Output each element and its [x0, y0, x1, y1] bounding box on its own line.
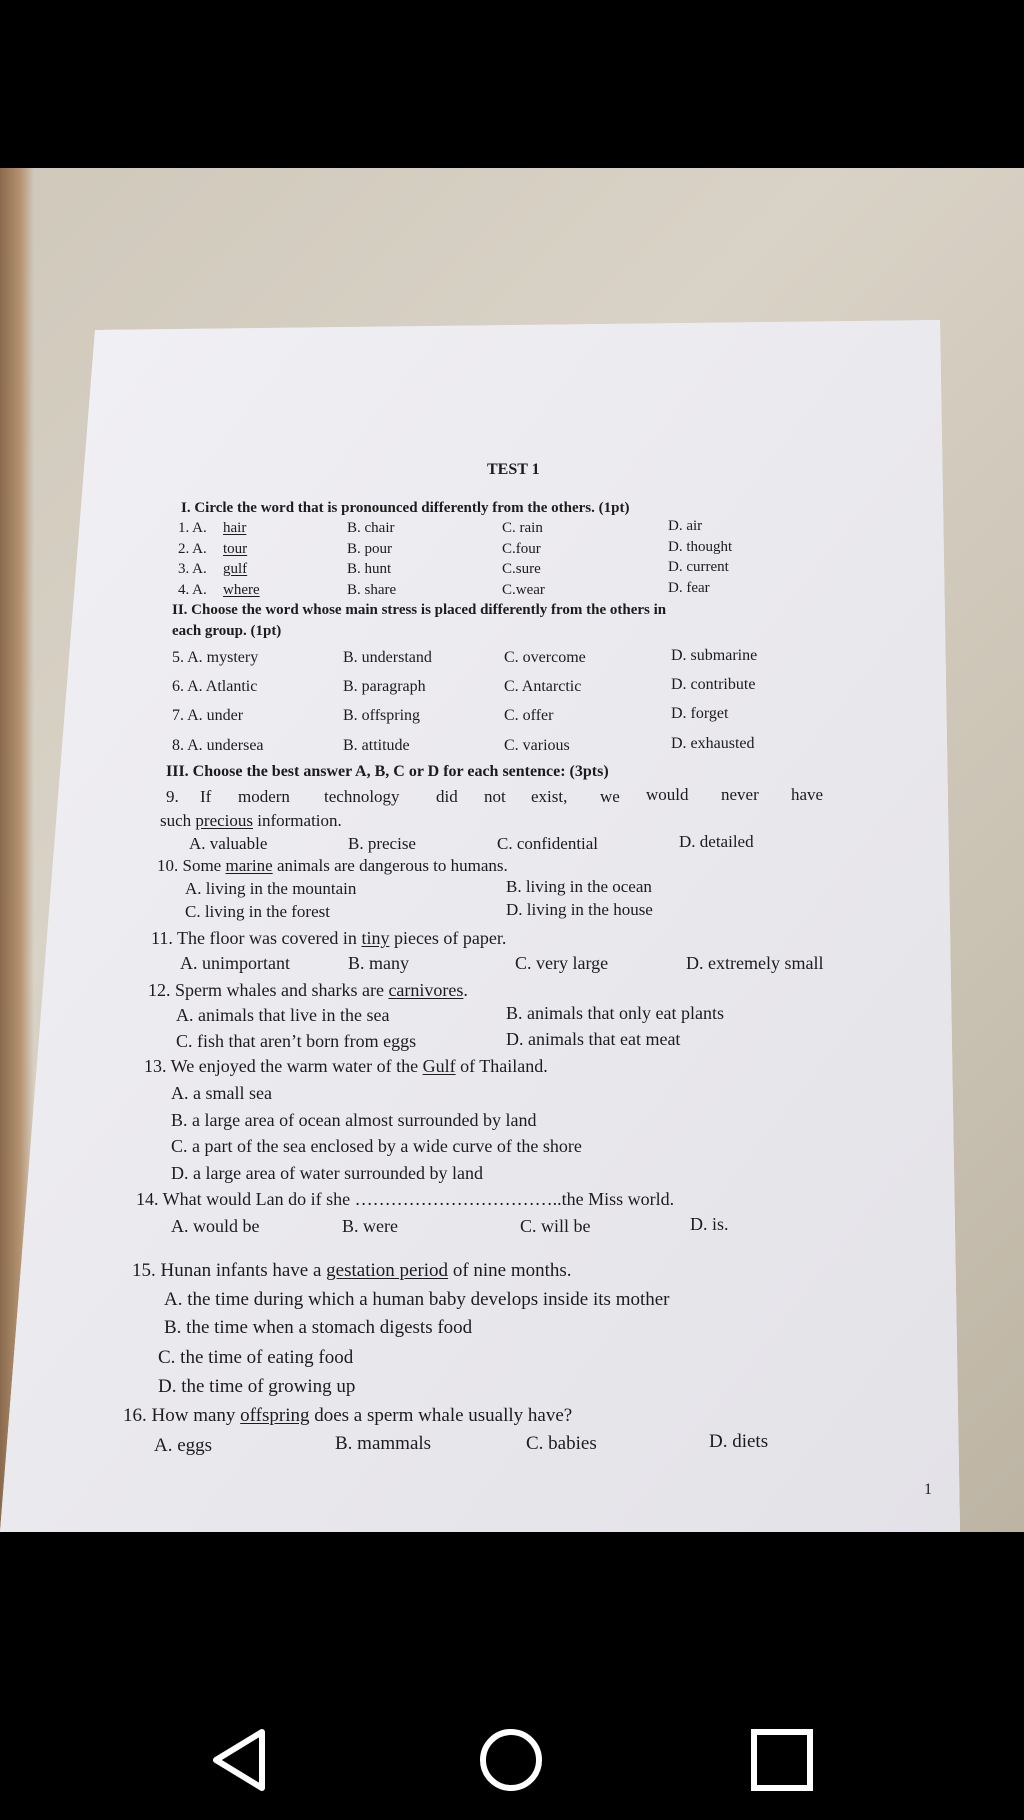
q4-number: 4. A.	[178, 582, 207, 598]
q2-option-a: tour	[223, 541, 248, 557]
q9-word: did	[436, 787, 458, 806]
q1-option-a: hair	[223, 520, 247, 536]
q11-option-a: A. unimportant	[180, 953, 290, 973]
q11-option-b: B. many	[348, 953, 409, 973]
q13-option-a: A. a small sea	[171, 1083, 272, 1103]
q14-option-a: A. would be	[171, 1216, 260, 1236]
q9-stem-cont: such precious information.	[160, 811, 342, 830]
q2-number: 2. A.	[178, 541, 207, 557]
q3-number: 3. A.	[178, 561, 207, 577]
q9-word: If	[200, 787, 212, 806]
q9-word: never	[721, 785, 759, 804]
q14-option-b: B. were	[342, 1216, 398, 1236]
q9-word: 9.	[166, 787, 179, 806]
q12-stem: 12. Sperm whales and sharks are carnivores.	[148, 980, 468, 1000]
q14-stem: 14. What would Lan do if she ……………………………..the Miss world.	[136, 1189, 675, 1209]
q15-option-d: D. the time of growing up	[158, 1376, 356, 1397]
q11-option-c: C. very large	[515, 953, 609, 973]
q2-option-b: B. pour	[347, 541, 392, 557]
q5-option-a: 5. A. mystery	[172, 649, 259, 666]
nav-home-button[interactable]	[451, 1720, 571, 1800]
q6-option-c: C. Antarctic	[504, 678, 582, 695]
q1-option-c: C. rain	[502, 520, 543, 536]
q10-option-a: A. living in the mountain	[185, 879, 357, 898]
q7-option-b: B. offspring	[343, 707, 421, 724]
q12-option-a: A. animals that live in the sea	[176, 1005, 390, 1025]
q12-option-d: D. animals that eat meat	[506, 1029, 681, 1049]
q16-stem: 16. How many offspring does a sperm whale usually have?	[123, 1405, 573, 1426]
q9-word: technology	[324, 787, 400, 806]
q12-underlined-word: carnivores	[388, 980, 464, 1000]
q3-option-b: B. hunt	[347, 561, 392, 577]
q7-option-c: C. offer	[504, 707, 554, 724]
q9-word: modern	[238, 787, 290, 806]
q9-word: we	[600, 787, 620, 806]
q5-option-d: D. submarine	[671, 647, 758, 664]
q15-option-a: A. the time during which a human baby develops inside its mother	[164, 1289, 670, 1310]
q3-option-c: C.sure	[502, 561, 541, 577]
q8-option-a: 8. A. undersea	[172, 737, 264, 754]
q9-word: exist,	[531, 787, 568, 806]
page-title: TEST 1	[487, 461, 540, 478]
q12-option-b: B. animals that only eat plants	[506, 1003, 724, 1023]
q8-option-b: B. attitude	[343, 737, 410, 754]
q13-stem: 13. We enjoyed the warm water of the Gulf of Thailand.	[144, 1056, 548, 1076]
q1-option-d: D. air	[668, 518, 703, 534]
q10-option-c: C. living in the forest	[185, 902, 330, 921]
q2-option-c: C.four	[502, 541, 541, 557]
q5-option-b: B. understand	[343, 649, 432, 666]
q9-option-d: D. detailed	[679, 832, 754, 851]
q2-option-d: D. thought	[668, 539, 733, 555]
q15-option-c: C. the time of eating food	[158, 1347, 354, 1368]
page-number: 1	[924, 1481, 932, 1498]
section-3-heading: III. Choose the best answer A, B, C or D for each sentence: (3pts)	[166, 763, 609, 780]
section-2-heading: II. Choose the word whose main stress is placed differently from the others in	[172, 602, 667, 618]
home-icon	[478, 1727, 544, 1793]
q4-option-a: where	[223, 582, 260, 598]
q15-underlined-word: gestation period	[326, 1260, 449, 1281]
q5-option-c: C. overcome	[504, 649, 586, 666]
q16-underlined-word: offspring	[240, 1405, 310, 1426]
q9-option-c: C. confidential	[497, 834, 599, 853]
q8-option-c: C. various	[504, 737, 570, 754]
q10-stem: 10. Some marine animals are dangerous to humans.	[157, 856, 508, 875]
q14-option-c: C. will be	[520, 1216, 591, 1236]
q16-option-d: D. diets	[709, 1431, 769, 1452]
photo-viewer[interactable]	[0, 168, 1024, 1532]
q1-number: 1. A.	[178, 520, 207, 536]
q3-option-d: D. current	[668, 559, 729, 575]
q6-option-d: D. contribute	[671, 676, 756, 693]
q16-option-b: B. mammals	[335, 1433, 432, 1454]
q1-option-b: B. chair	[347, 520, 395, 536]
q9-word: would	[646, 785, 689, 804]
q10-option-d: D. living in the house	[506, 900, 653, 919]
q9-word: have	[791, 785, 824, 804]
recents-icon	[750, 1728, 814, 1792]
q13-option-d: D. a large area of water surrounded by land	[171, 1163, 484, 1183]
q14-option-d: D. is.	[690, 1214, 729, 1234]
q16-option-c: C. babies	[526, 1433, 597, 1454]
q13-underlined-word: Gulf	[422, 1056, 456, 1076]
q15-stem: 15. Hunan infants have a gestation period of nine months.	[132, 1260, 572, 1281]
q10-underlined-word: marine	[225, 856, 273, 875]
q9-underlined-word: precious	[195, 811, 254, 830]
section-2-heading-cont: each group. (1pt)	[172, 623, 282, 639]
q12-option-c: C. fish that aren’t born from eggs	[176, 1031, 417, 1051]
q7-option-d: D. forget	[671, 705, 729, 722]
q6-option-a: 6. A. Atlantic	[172, 678, 258, 695]
q9-option-a: A. valuable	[189, 834, 268, 853]
q11-option-d: D. extremely small	[686, 953, 824, 973]
q9-option-b: B. precise	[348, 834, 416, 853]
q15-option-b: B. the time when a stomach digests food	[164, 1317, 473, 1338]
q7-option-a: 7. A. under	[172, 707, 244, 724]
nav-back-button[interactable]	[180, 1720, 300, 1800]
q4-option-c: C.wear	[502, 582, 545, 598]
q16-option-a: A. eggs	[154, 1435, 213, 1456]
q9-word: not	[484, 787, 506, 806]
q11-stem: 11. The floor was covered in tiny pieces of paper.	[151, 928, 507, 948]
q8-option-d: D. exhausted	[671, 735, 755, 752]
back-icon	[210, 1728, 270, 1792]
q6-option-b: B. paragraph	[343, 678, 426, 695]
section-1-heading: I. Circle the word that is pronounced differently from the others. (1pt)	[181, 500, 630, 516]
nav-recents-button[interactable]	[722, 1720, 842, 1800]
q10-option-b: B. living in the ocean	[506, 877, 652, 896]
q4-option-d: D. fear	[668, 580, 710, 596]
q4-option-b: B. share	[347, 582, 397, 598]
q3-option-a: gulf	[223, 561, 248, 577]
q13-option-c: C. a part of the sea enclosed by a wide curve of the shore	[171, 1136, 582, 1156]
q11-underlined-word: tiny	[361, 928, 390, 948]
q13-option-b: B. a large area of ocean almost surrounded by land	[171, 1110, 537, 1130]
